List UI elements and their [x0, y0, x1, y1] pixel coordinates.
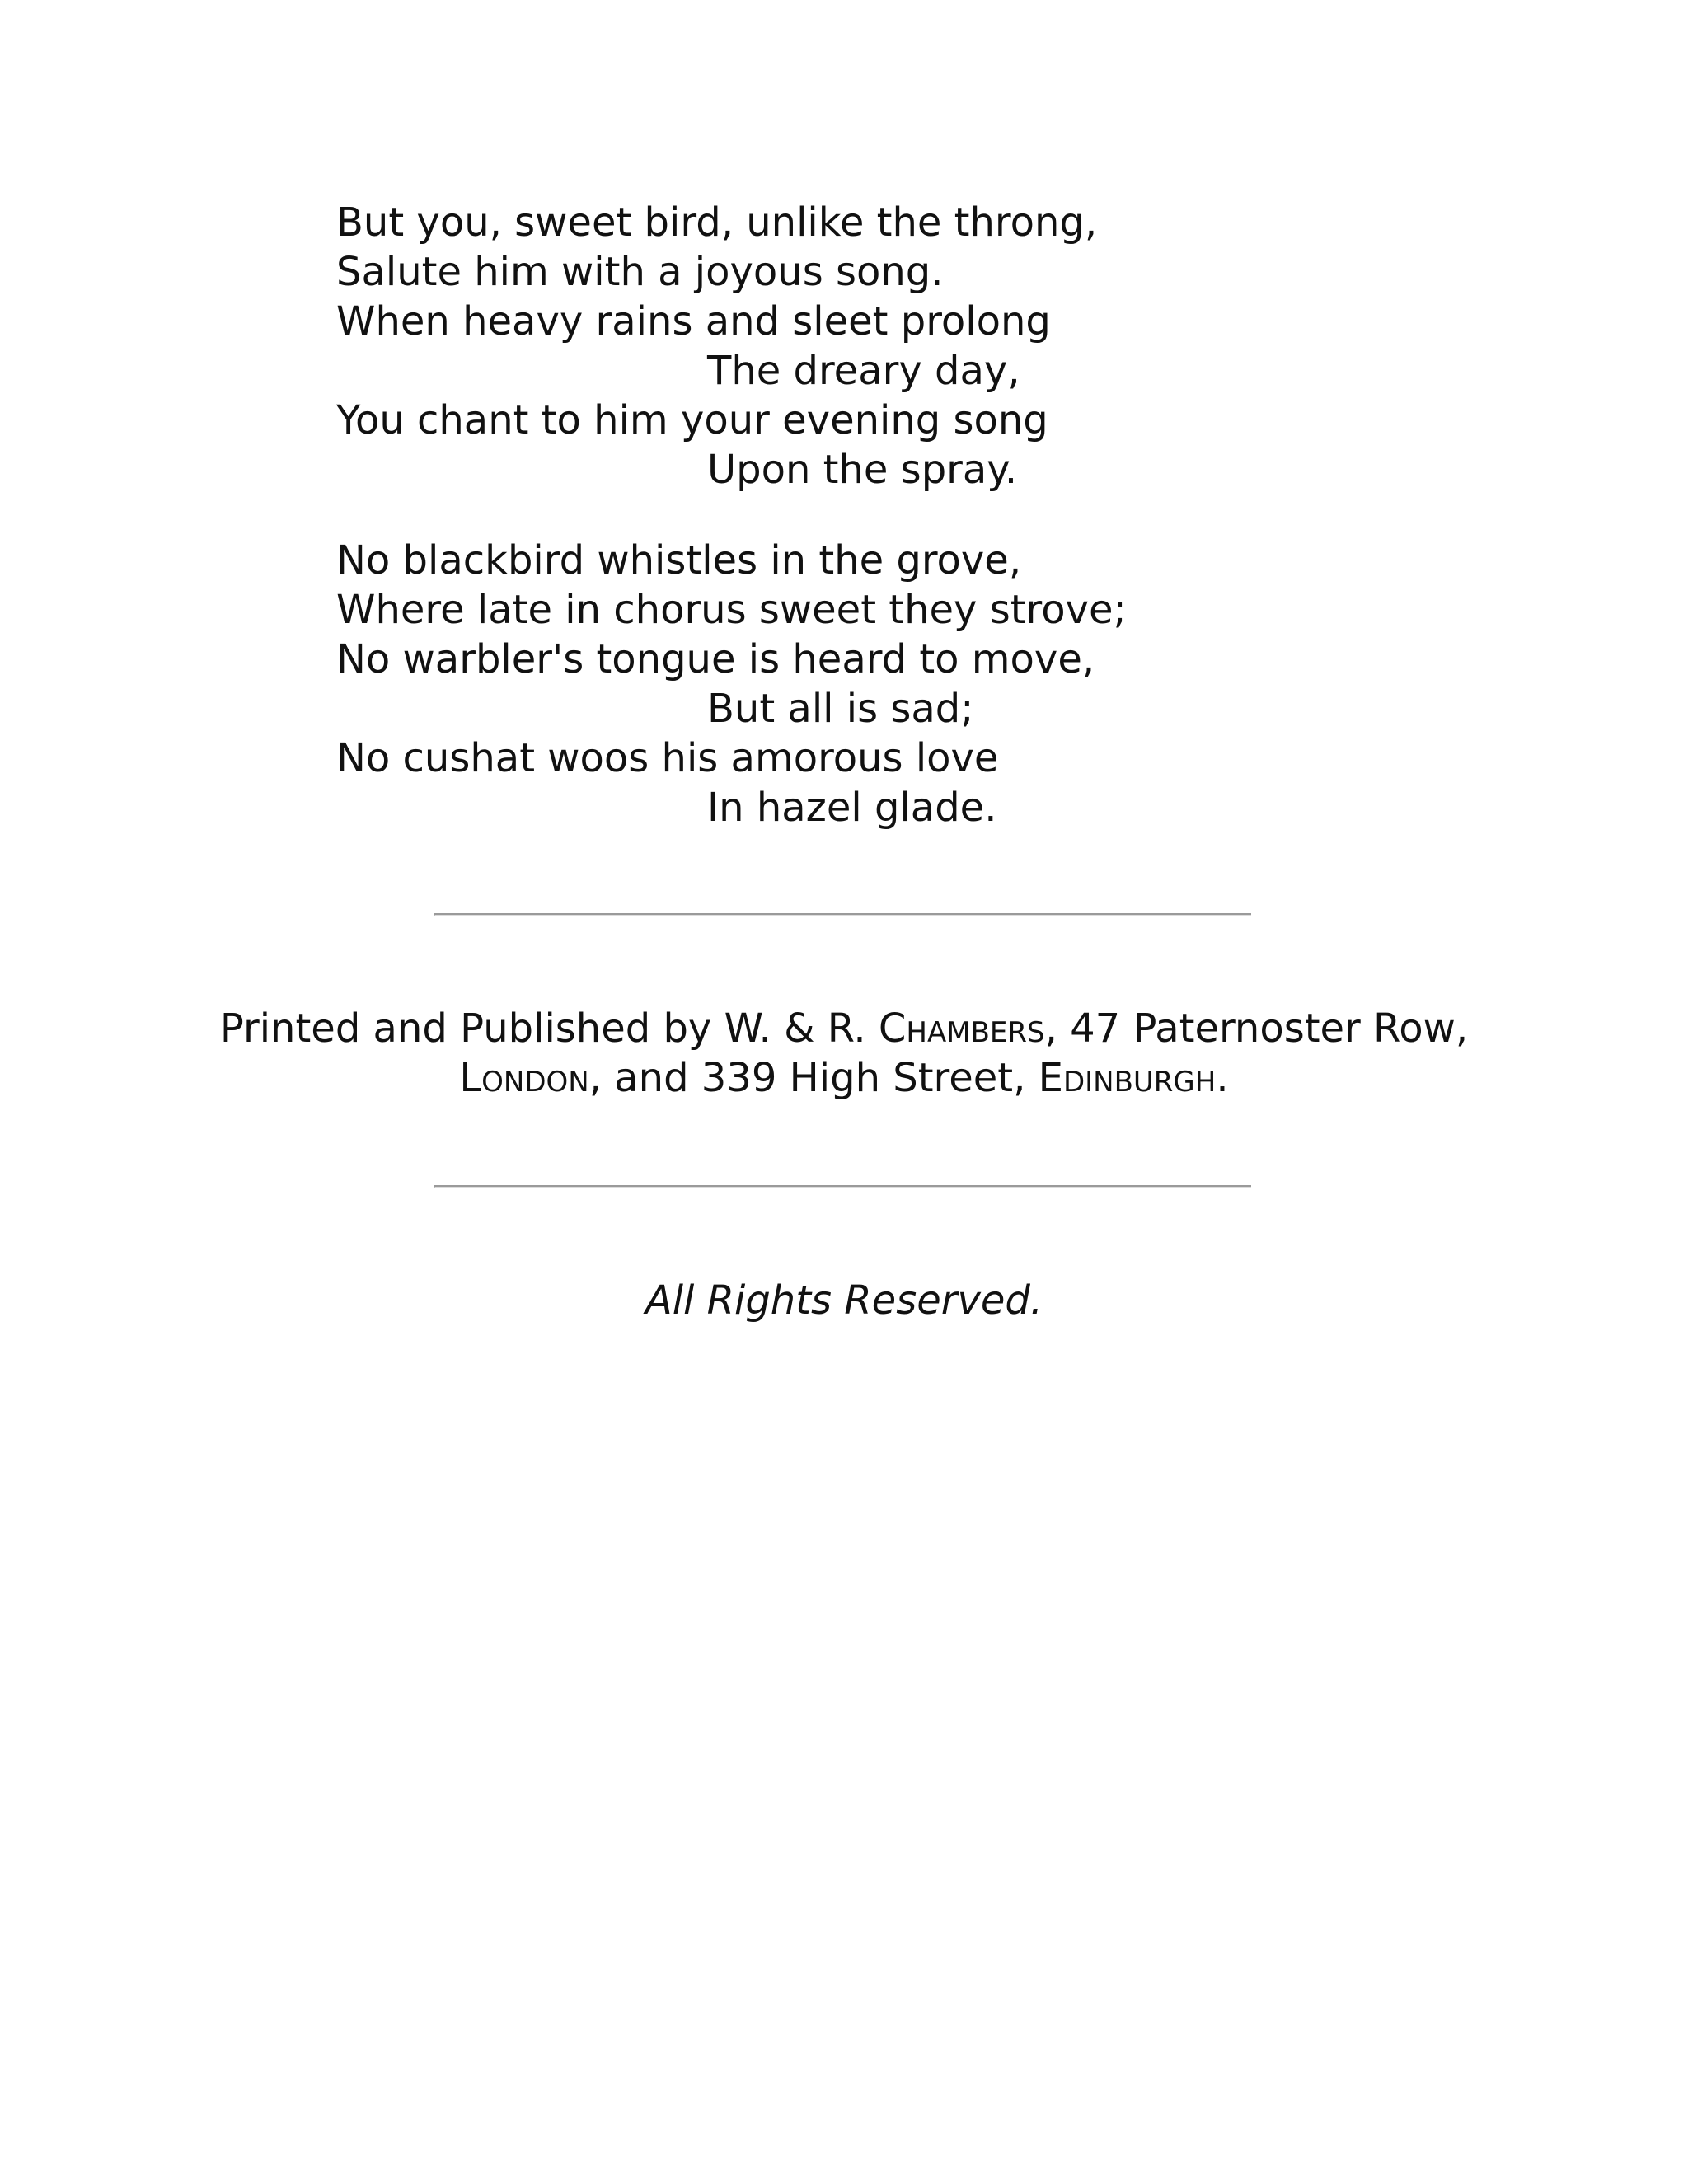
city-london: London [459, 1055, 589, 1101]
horizontal-divider [434, 913, 1251, 916]
publisher-imprint [0, 1004, 1688, 1103]
poem-stanza-1 [336, 198, 1160, 494]
poem-line: When heavy rains and sleet prolong [336, 298, 1051, 344]
poem-line: No warbler's tongue is heard to move, [336, 636, 1095, 682]
imprint-address: , 47 Paternoster Row, [1044, 1005, 1469, 1052]
rights-notice: All Rights Reserved. [645, 1277, 1043, 1324]
poem-line: You chant to him your evening song [336, 397, 1048, 443]
poem-line: No cushat woos his amorous love [336, 735, 999, 781]
poem-line-indented: In hazel glade. [707, 785, 997, 831]
poem-line: But you, sweet bird, unlike the throng, [336, 199, 1098, 246]
poem-line: Salute him with a joyous song. [336, 249, 944, 295]
imprint-address-2: , and 339 High Street, [588, 1055, 1039, 1101]
poem-line-indented: But all is sad; [707, 686, 974, 732]
poem-line-indented: Upon the spray. [707, 447, 1018, 493]
imprint-line-1 [0, 1004, 1688, 1053]
imprint-end: . [1216, 1055, 1229, 1101]
horizontal-divider [434, 1185, 1251, 1188]
poem-line: No blackbird whistles in the grove, [336, 537, 1022, 583]
poem-line: Where late in chorus sweet they strove; [336, 587, 1127, 633]
city-edinburgh: Edinburgh [1038, 1055, 1217, 1101]
imprint-prefix: Printed and Published by W. & R. [219, 1005, 879, 1052]
imprint-line-2 [0, 1053, 1688, 1103]
poem-line-indented: The dreary day, [707, 348, 1020, 394]
poem-stanza-2 [336, 536, 1160, 832]
publisher-name: Chambers [878, 1005, 1045, 1052]
